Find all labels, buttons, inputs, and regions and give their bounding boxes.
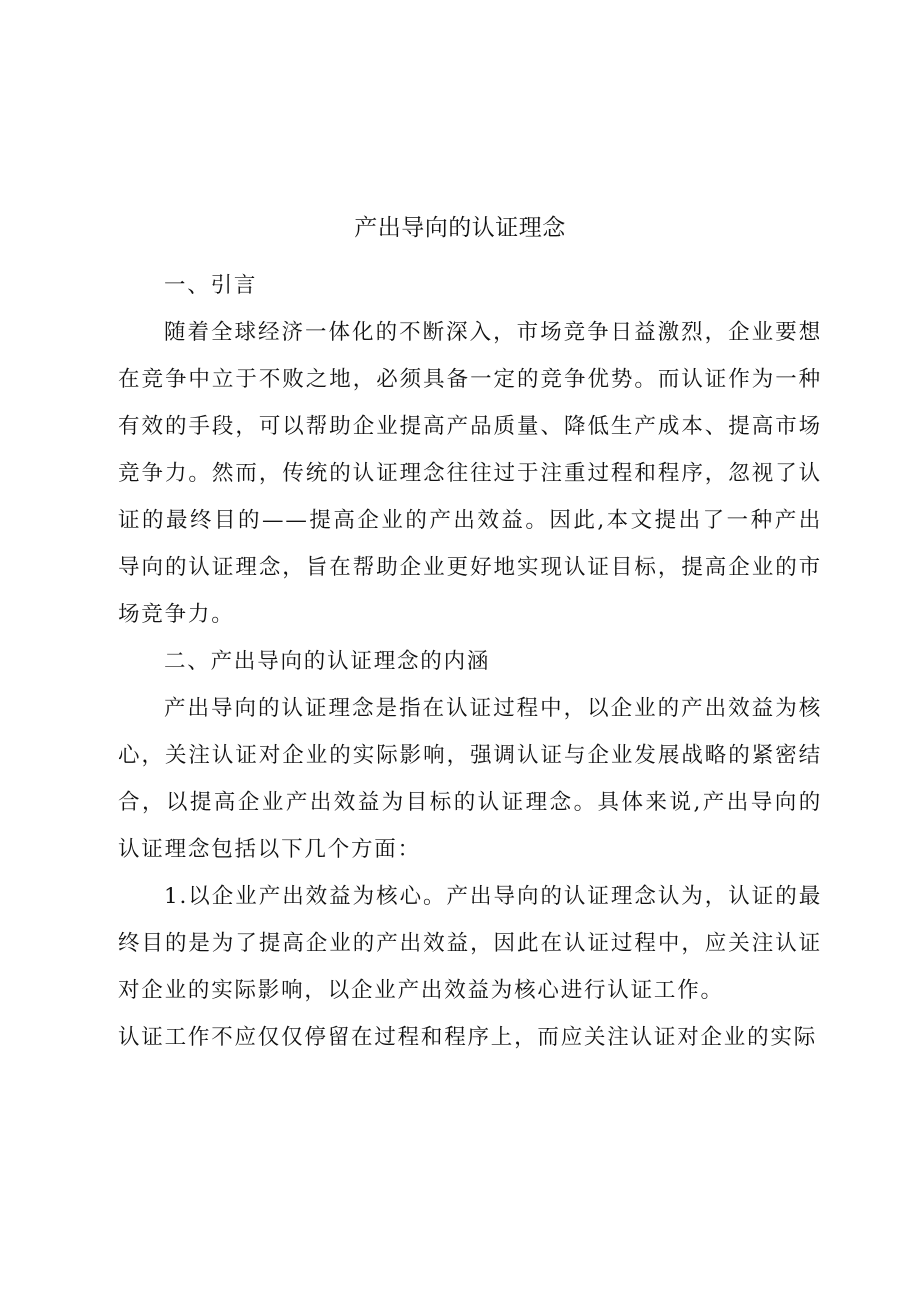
document-body: [118, 262, 822, 1061]
point-1-paragraph: 1.以企业产出效益为核心。产出导向的认证理念认为，认证的最终目的是为了提高企业的产出效益，因此在认证过程中，应关注认证对企业的实际影响，以企业产出效益为核心进行认证工作。: [118, 884, 822, 1003]
continuation-paragraph: 认证工作不应仅仅停留在过程和程序上，而应关注认证对企业的实际: [118, 1025, 818, 1050]
section-heading-intro: 一、引言: [164, 273, 258, 298]
connotation-paragraph: 产出导向的认证理念是指在认证过程中，以企业的产出效益为核心，关注认证对企业的实际影响，强调认证与企业发展战略的紧密结合，以提高企业产出效益为目标的认证理念。具体来说,产出导向的认证理念包括以下几个方面：: [118, 696, 822, 862]
intro-paragraph: 随着全球经济一体化的不断深入，市场竞争日益激烈，企业要想在竞争中立于不败之地，必须具备一定的竞争优势。而认证作为一种有效的手段，可以帮助企业提高产品质量、降低生产成本、提高市场竞争力。然而，传统的认证理念往往过于注重过程和程序，忽视了认证的最终目的——提高企业的产出效益。因此,本文提出了一种产出导向的认证理念，旨在帮助企业更好地实现认证目标，提高企业的市场竞争力。: [118, 320, 822, 627]
section-heading-connotation: 二、产出导向的认证理念的内涵: [164, 649, 491, 674]
page-title: 产出导向的认证理念: [354, 215, 566, 241]
